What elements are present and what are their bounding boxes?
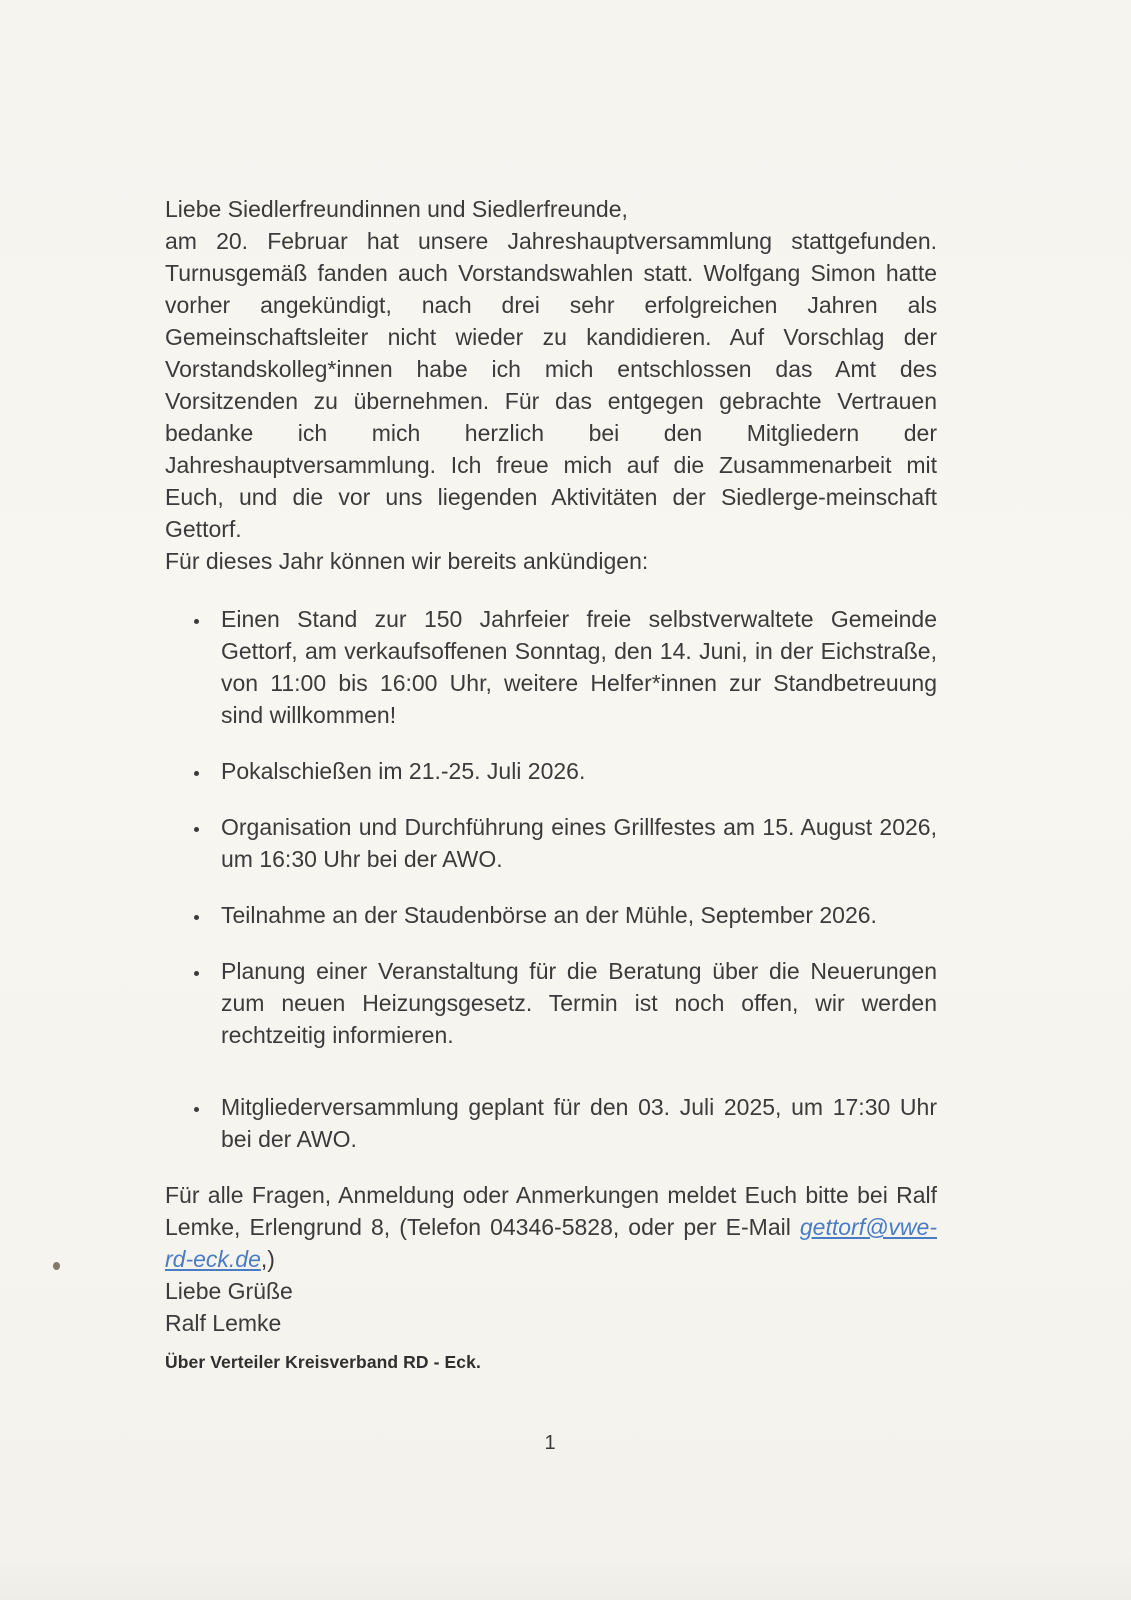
letter-closing: Liebe Grüße [165, 1278, 293, 1304]
list-item: • Einen Stand zur 150 Jahrfeier freie selbstverwaltete Gemeinde Gettorf, am verkaufsoffenen Sonntag, den 14. Juni, in der Eichstraße, von 11:00 bis 16:00 Uhr, weitere Helfer*innen zur Standbetreuung sind willkommen! [211, 603, 937, 731]
list-item: • Pokalschießen im 21.-25. Juli 2026. [211, 755, 937, 787]
list-item: • Mitgliederversammlung geplant für den 03. Juli 2025, um 17:30 Uhr bei der AWO. [211, 1091, 937, 1155]
list-item: • Planung einer Veranstaltung für die Beratung über die Neuerungen zum neuen Heizungsgesetz. Termin ist noch offen, wir werden rechtzeitig informieren. [211, 955, 937, 1051]
contact-text-before-link: Für alle Fragen, Anmeldung oder Anmerkungen meldet Euch bitte bei Ralf Lemke, Erlengrund 8, (Telefon 04346-5828, oder per E-Mail [165, 1182, 937, 1240]
announcements-list [165, 603, 937, 1155]
contact-paragraph [165, 1179, 937, 1275]
letter-body [165, 193, 937, 1339]
contact-text-after-link: ,) [260, 1246, 275, 1272]
page-number: 1 [544, 1432, 556, 1454]
scan-speck-artifact [53, 1262, 60, 1270]
announcements-intro: Für dieses Jahr können wir bereits ankündigen: [165, 548, 649, 574]
distribution-note: Über Verteiler Kreisverband RD - Eck. [165, 1352, 481, 1372]
list-item: • Teilnahme an der Staudenbörse an der Mühle, September 2026. [211, 899, 937, 931]
letter-signature: Ralf Lemke [165, 1310, 282, 1336]
letter-greeting: Liebe Siedlerfreundinnen und Siedlerfreunde, [165, 196, 628, 222]
list-item: • Organisation und Durchführung eines Grillfestes am 15. August 2026, um 16:30 Uhr bei der AWO. [211, 811, 937, 875]
email-link[interactable]: gettorf@vwe-rd-eck.de [165, 1214, 937, 1272]
letter-paragraph-annual-meeting: am 20. Februar hat unsere Jahreshauptversammlung stattgefunden. Turnusgemäß fanden auch Vorstandswahlen statt. Wolfgang Simon hatte vorher angekündigt, nach drei sehr erfolgreichen Jahren als Gemeinschaftsleiter nicht wieder zu kandidieren. Auf Vorschlag der Vorstandskolleg*innen habe ich mich entschlossen das Amt des Vorsitzenden zu übernehmen. Für das entgegen gebrachte Vertrauen bedanke ich mich herzlich bei den Mitgliedern der Jahreshauptversammlung. Ich freue mich auf die Zusammenarbeit mit Euch, und die vor uns liegenden Aktivitäten der Siedlerge-meinschaft Gettorf. [165, 228, 937, 542]
